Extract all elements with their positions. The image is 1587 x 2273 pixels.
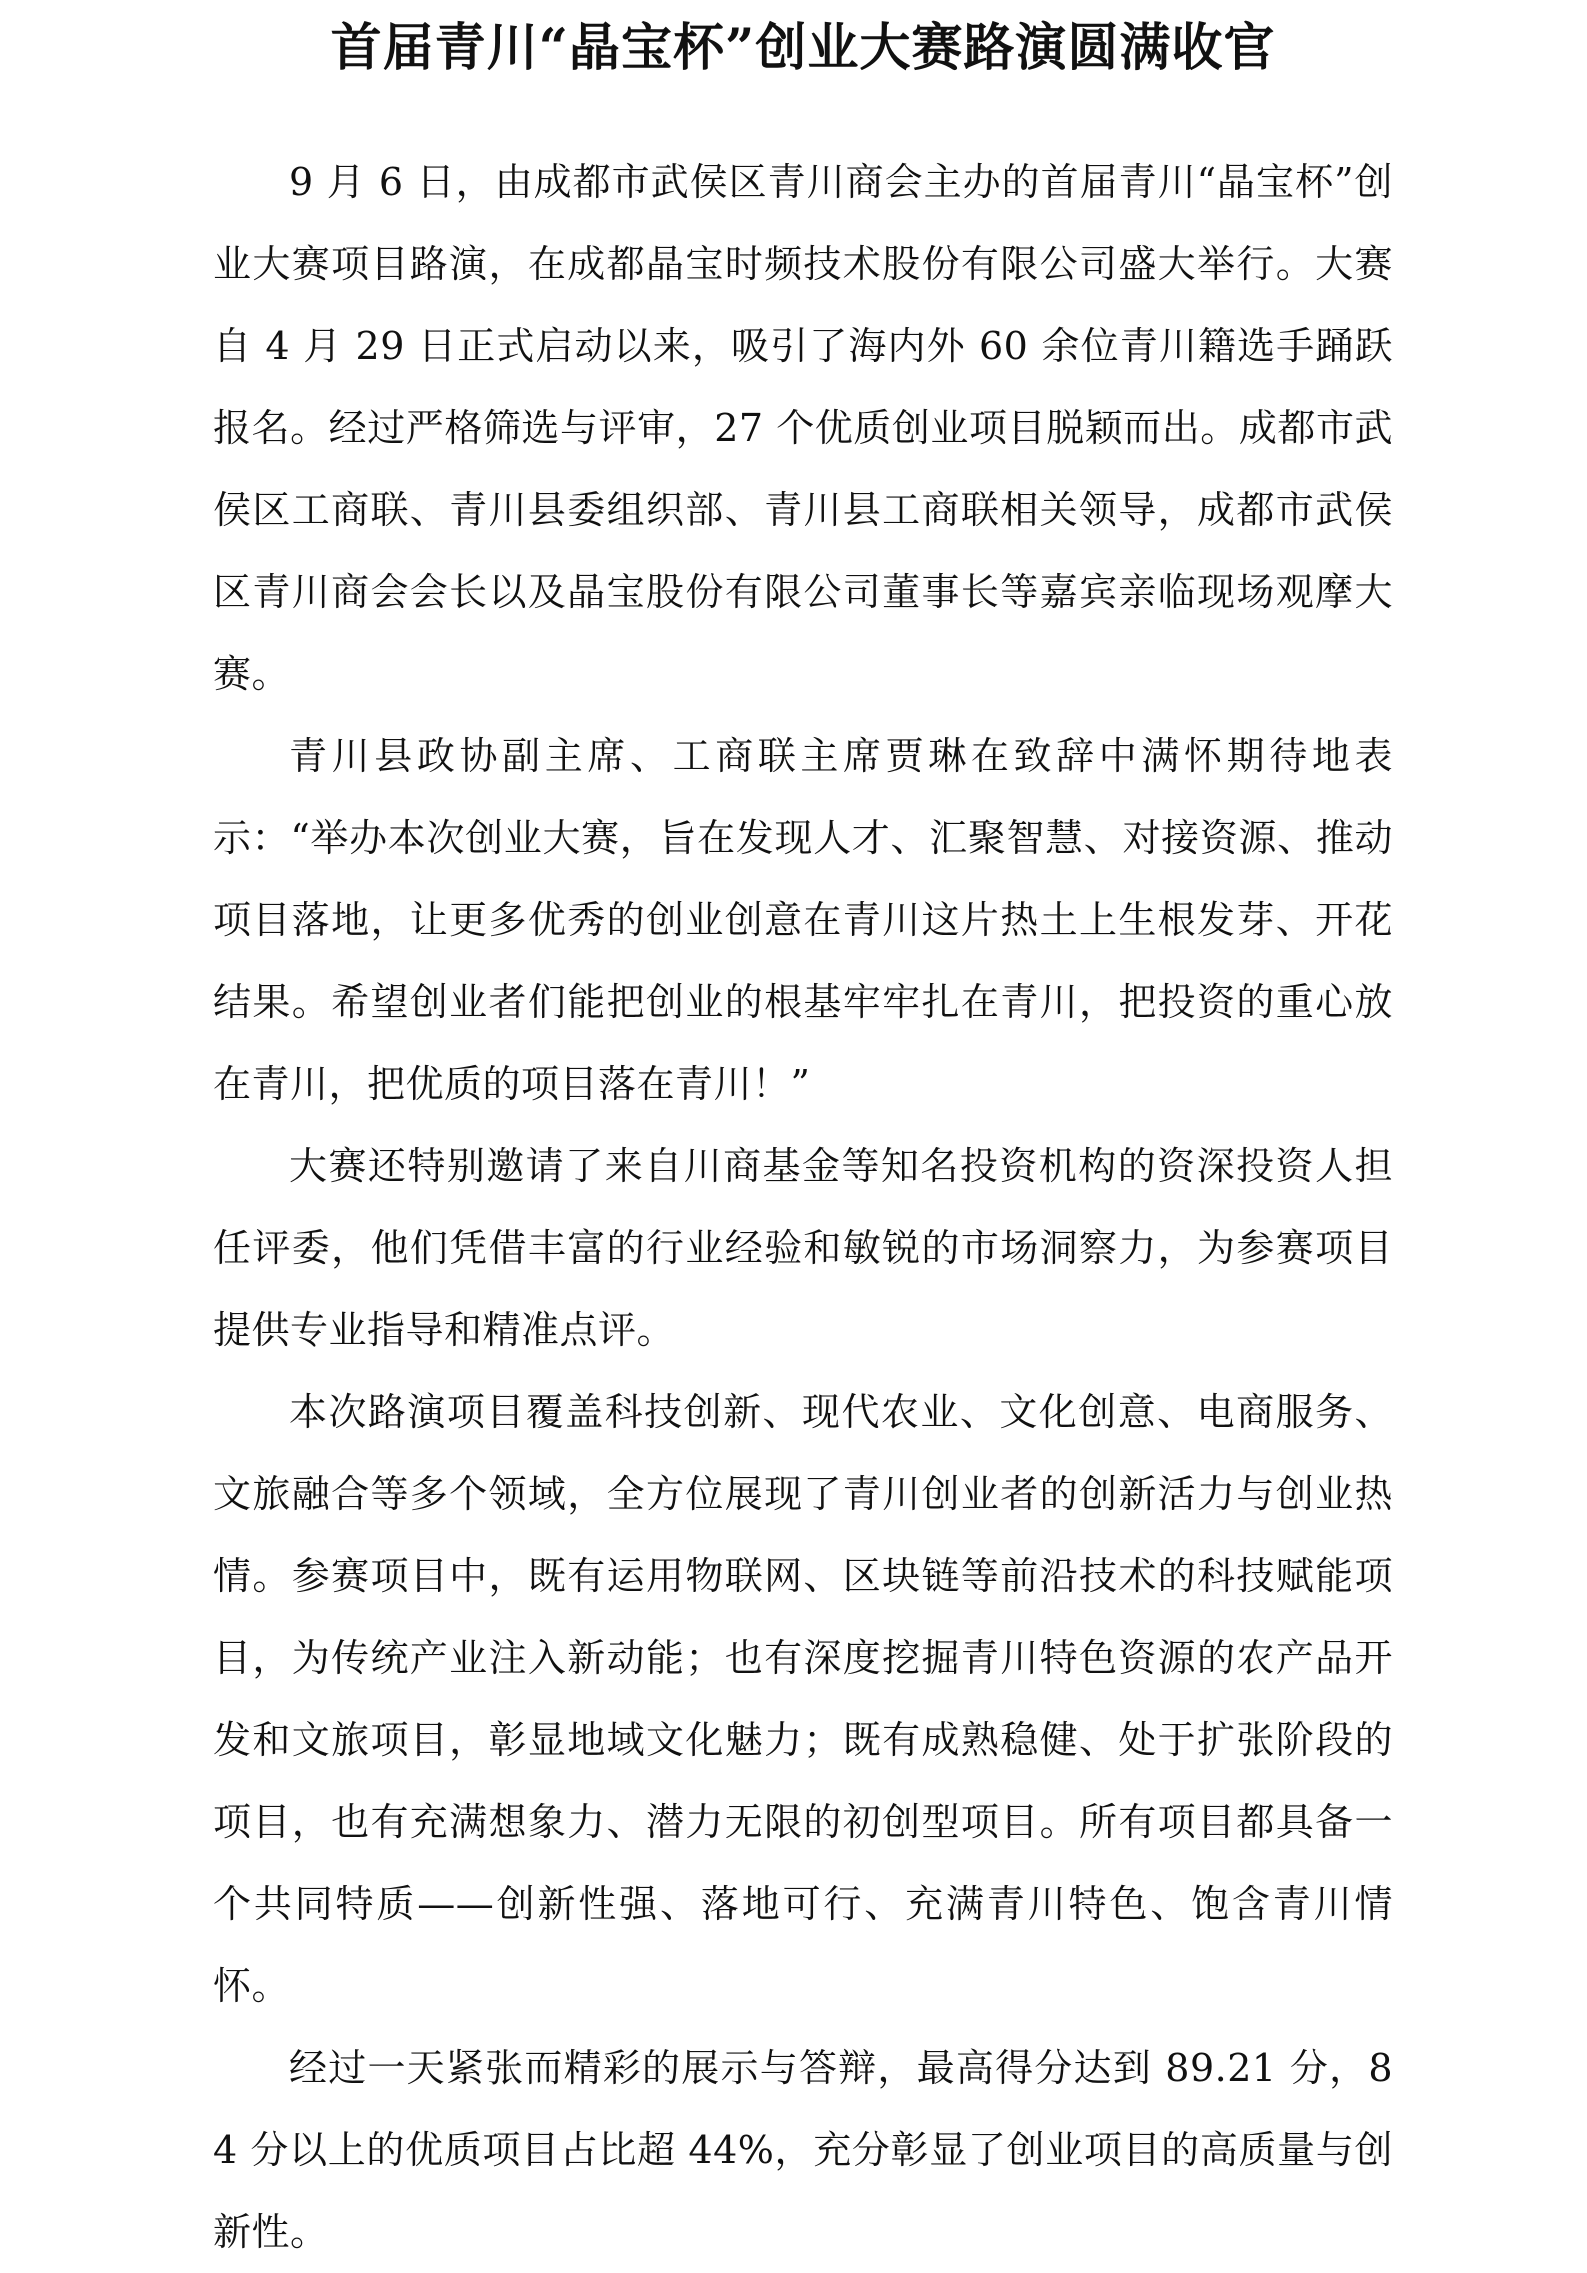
paragraph-4: 本次路演项目覆盖科技创新、现代农业、文化创意、电商服务、文旅融合等多个领域，全方位展现了青川创业者的创新活力与创业热情。参赛项目中，既有运用物联网、区块链等前沿技术的科技赋能项目，为传统产业注入新动能；也有深度挖掘青川特色资源的农产品开发和文旅项目，彰显地域文化魅力；既有成熟稳健、处于扩张阶段的项目，也有充满想象力、潜力无限的初创型项目。所有项目都具备一个共同特质——创新性强、落地可行、充满青川特色、饱含青川情怀。 xyxy=(213,1390,1393,2008)
paragraph-2: 青川县政协副主席、工商联主席贾琳在致辞中满怀期待地表示：“举办本次创业大赛，旨在发现人才、汇聚智慧、对接资源、推动项目落地，让更多优秀的创业创意在青川这片热土上生根发芽、开花结果。希望创业者们能把创业的根基牢牢扎在青川，把投资的重心放在青川，把优质的项目落在青川！” xyxy=(213,734,1393,1106)
paragraph-3: 大赛还特别邀请了来自川商基金等知名投资机构的资深投资人担任评委，他们凭借丰富的行业经验和敏锐的市场洞察力，为参赛项目提供专业指导和精准点评。 xyxy=(213,1144,1393,1352)
article-title: 首届青川“晶宝杯”创业大赛路演圆满收官 xyxy=(330,18,1276,78)
paragraph-1: 9 月 6 日，由成都市武侯区青川商会主办的首届青川“晶宝杯”创业大赛项目路演，在成都晶宝时频技术股份有限公司盛大举行。大赛自 4 月 29 日正式启动以来，吸引了海内外 60 余位青川籍选手踊跃报名。经过严格筛选与评审，27 个优质创业项目脱颖而出。成都市武侯区工商联、青川县委组织部、青川县工商联相关领导，成都市武侯区青川商会会长以及晶宝股份有限公司董事长等嘉宾亲临现场观摩大赛。 xyxy=(213,160,1393,696)
paragraph-5: 经过一天紧张而精彩的展示与答辩，最高得分达到 89.21 分，84 分以上的优质项目占比超 44%，充分彰显了创业项目的高质量与创新性。 xyxy=(213,2046,1393,2254)
article-body xyxy=(213,141,1393,2273)
